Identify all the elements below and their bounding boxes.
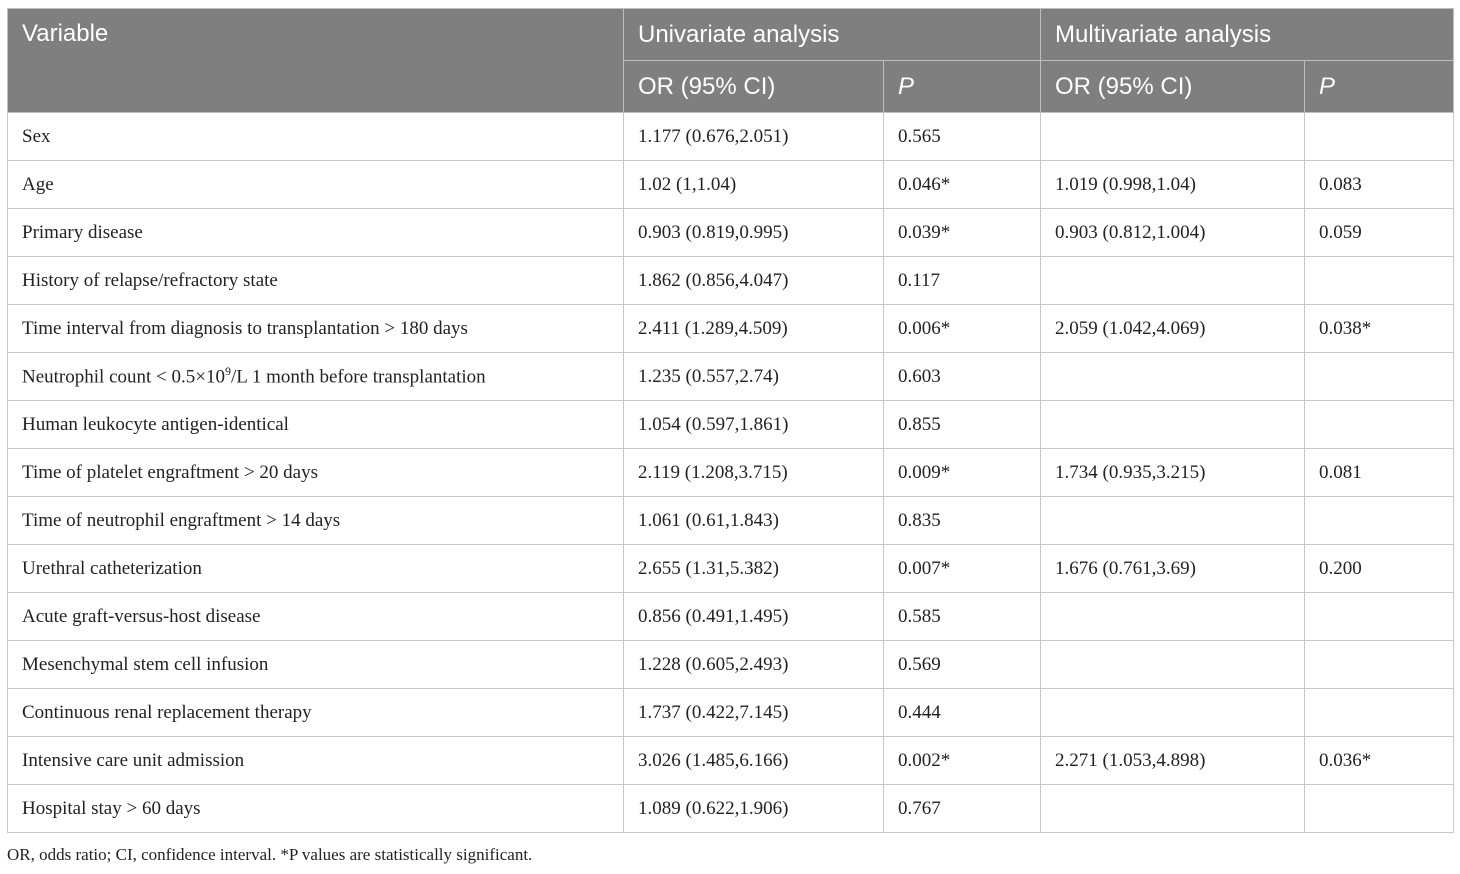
variable-cell: Human leukocyte antigen-identical <box>8 401 624 449</box>
results-table-container <box>7 8 1453 833</box>
univariate-p-cell: 0.855 <box>884 401 1041 449</box>
multivariate-p-cell: 0.036* <box>1305 737 1454 785</box>
variable-cell: Time of platelet engraftment > 20 days <box>8 449 624 497</box>
univariate-or-cell: 3.026 (1.485,6.166) <box>624 737 884 785</box>
table-row <box>8 305 1454 353</box>
multivariate-p-cell: 0.038* <box>1305 305 1454 353</box>
univariate-p-cell: 0.603 <box>884 353 1041 401</box>
univariate-or-cell: 2.411 (1.289,4.509) <box>624 305 884 353</box>
multivariate-or-cell <box>1041 785 1305 833</box>
univariate-p-header: P <box>884 61 1041 113</box>
variable-cell: Urethral catheterization <box>8 545 624 593</box>
multivariate-p-cell <box>1305 257 1454 305</box>
univariate-or-header: OR (95% CI) <box>624 61 884 113</box>
table-row <box>8 785 1454 833</box>
variable-superscript: 9 <box>224 364 231 379</box>
variable-cell: Intensive care unit admission <box>8 737 624 785</box>
variable-header: Variable <box>8 9 624 113</box>
univariate-or-cell: 1.235 (0.557,2.74) <box>624 353 884 401</box>
variable-cell: Time of neutrophil engraftment > 14 days <box>8 497 624 545</box>
table-row <box>8 593 1454 641</box>
univariate-or-cell: 2.655 (1.31,5.382) <box>624 545 884 593</box>
multivariate-p-cell <box>1305 785 1454 833</box>
multivariate-p-cell: 0.200 <box>1305 545 1454 593</box>
multivariate-header: Multivariate analysis <box>1041 9 1454 61</box>
univariate-or-cell: 1.02 (1,1.04) <box>624 161 884 209</box>
univariate-p-cell: 0.039* <box>884 209 1041 257</box>
univariate-p-cell: 0.117 <box>884 257 1041 305</box>
univariate-p-cell: 0.569 <box>884 641 1041 689</box>
table-row <box>8 641 1454 689</box>
multivariate-or-cell <box>1041 353 1305 401</box>
multivariate-or-cell <box>1041 497 1305 545</box>
multivariate-p-cell <box>1305 689 1454 737</box>
variable-text-pre: Neutrophil count < 0.5×10 <box>22 366 225 388</box>
table-row <box>8 545 1454 593</box>
regression-table <box>7 8 1454 833</box>
table-row <box>8 497 1454 545</box>
multivariate-or-cell: 1.019 (0.998,1.04) <box>1041 161 1305 209</box>
multivariate-p-cell: 0.081 <box>1305 449 1454 497</box>
multivariate-p-cell: 0.059 <box>1305 209 1454 257</box>
multivariate-or-cell: 1.676 (0.761,3.69) <box>1041 545 1305 593</box>
multivariate-or-cell <box>1041 257 1305 305</box>
table-row <box>8 113 1454 161</box>
multivariate-p-cell <box>1305 353 1454 401</box>
multivariate-or-cell: 2.271 (1.053,4.898) <box>1041 737 1305 785</box>
multivariate-or-cell: 1.734 (0.935,3.215) <box>1041 449 1305 497</box>
variable-cell: History of relapse/refractory state <box>8 257 624 305</box>
table-row <box>8 449 1454 497</box>
multivariate-p-cell <box>1305 641 1454 689</box>
univariate-p-cell: 0.046* <box>884 161 1041 209</box>
univariate-p-cell: 0.009* <box>884 449 1041 497</box>
variable-cell <box>8 353 624 401</box>
multivariate-p-cell: 0.083 <box>1305 161 1454 209</box>
univariate-or-cell: 1.061 (0.61,1.843) <box>624 497 884 545</box>
univariate-or-cell: 1.862 (0.856,4.047) <box>624 257 884 305</box>
multivariate-p-header: P <box>1305 61 1454 113</box>
multivariate-or-cell <box>1041 593 1305 641</box>
table-row <box>8 401 1454 449</box>
univariate-or-cell: 0.856 (0.491,1.495) <box>624 593 884 641</box>
table-row <box>8 689 1454 737</box>
multivariate-or-cell <box>1041 113 1305 161</box>
univariate-p-cell: 0.767 <box>884 785 1041 833</box>
table-row <box>8 257 1454 305</box>
table-row <box>8 353 1454 401</box>
univariate-p-cell: 0.007* <box>884 545 1041 593</box>
multivariate-or-cell: 2.059 (1.042,4.069) <box>1041 305 1305 353</box>
table-header <box>8 9 1454 113</box>
multivariate-p-cell <box>1305 401 1454 449</box>
univariate-or-cell: 1.177 (0.676,2.051) <box>624 113 884 161</box>
univariate-or-cell: 1.089 (0.622,1.906) <box>624 785 884 833</box>
table-row <box>8 737 1454 785</box>
variable-cell: Mesenchymal stem cell infusion <box>8 641 624 689</box>
table-body <box>8 113 1454 833</box>
multivariate-or-cell <box>1041 641 1305 689</box>
table-row <box>8 209 1454 257</box>
variable-cell: Acute graft-versus-host disease <box>8 593 624 641</box>
univariate-p-cell: 0.006* <box>884 305 1041 353</box>
variable-cell: Hospital stay > 60 days <box>8 785 624 833</box>
univariate-or-cell: 1.228 (0.605,2.493) <box>624 641 884 689</box>
univariate-p-cell: 0.585 <box>884 593 1041 641</box>
multivariate-or-cell <box>1041 689 1305 737</box>
univariate-p-cell: 0.835 <box>884 497 1041 545</box>
table-row <box>8 161 1454 209</box>
multivariate-or-header: OR (95% CI) <box>1041 61 1305 113</box>
variable-cell: Continuous renal replacement therapy <box>8 689 624 737</box>
multivariate-p-cell <box>1305 113 1454 161</box>
univariate-p-cell: 0.565 <box>884 113 1041 161</box>
variable-cell: Age <box>8 161 624 209</box>
univariate-p-cell: 0.002* <box>884 737 1041 785</box>
multivariate-p-cell <box>1305 593 1454 641</box>
univariate-or-cell: 0.903 (0.819,0.995) <box>624 209 884 257</box>
header-row-1 <box>8 9 1454 61</box>
multivariate-p-cell <box>1305 497 1454 545</box>
variable-cell: Sex <box>8 113 624 161</box>
variable-text-post: /L 1 month before transplantation <box>230 366 486 388</box>
univariate-p-cell: 0.444 <box>884 689 1041 737</box>
univariate-or-cell: 1.737 (0.422,7.145) <box>624 689 884 737</box>
univariate-header: Univariate analysis <box>624 9 1041 61</box>
table-footnote: OR, odds ratio; CI, confidence interval. *P values are statistically significant. <box>7 845 533 864</box>
variable-cell: Time interval from diagnosis to transplantation > 180 days <box>8 305 624 353</box>
variable-cell: Primary disease <box>8 209 624 257</box>
multivariate-or-cell: 0.903 (0.812,1.004) <box>1041 209 1305 257</box>
univariate-or-cell: 2.119 (1.208,3.715) <box>624 449 884 497</box>
multivariate-or-cell <box>1041 401 1305 449</box>
univariate-or-cell: 1.054 (0.597,1.861) <box>624 401 884 449</box>
